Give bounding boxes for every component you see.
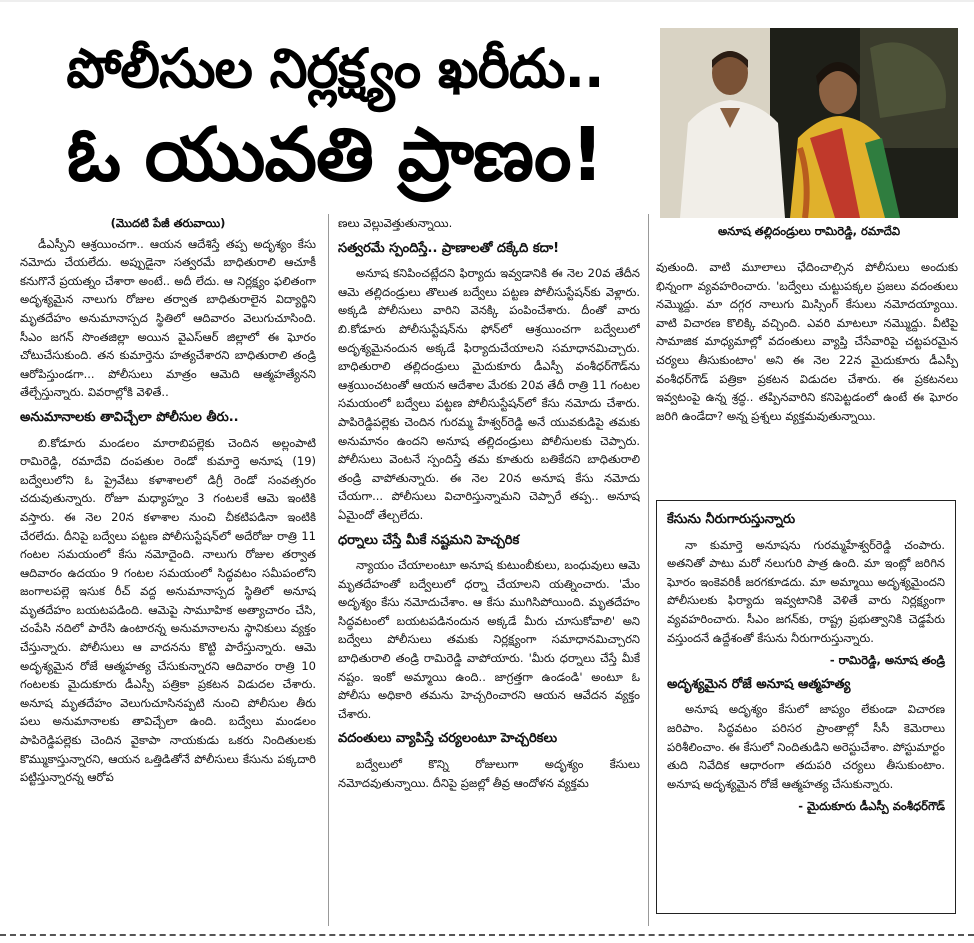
father-signature: - రామిరెడ్డి, అనూష తండ్రి — [829, 653, 945, 668]
dsp-signature: - మైదుకూరు డీఎస్పీ వంశీధర్‌గౌడ్ — [798, 799, 945, 814]
subheading: అనుమానాలకు తావిచ్చేలా పోలీసుల తీరు.. — [20, 409, 239, 425]
subheading: వదంతులు వ్యాపిస్తే చర్యలంటూ హెచ్చరికలు — [338, 731, 558, 747]
paragraph: న్యాయం చేయాలంటూ అనూష కుటుంబీకులు, బంధువులు ఆమె మృతదేహంతో బద్వేలులో ధర్నా చేయాలని యత్నించారు. 'మేం అదృశ్యం కేసు నమోదుచేశాం. ఆ కేసు ముగిసిపోయింది. మృతదేహం సిద్ధవటంలో బయటపడినందున అక్కడే మీరు చూసుకోవాలి' అని బద్వేలు పోలీసులు తమకు నిర్లక్ష్యంగా సమాధానమిచ్చారని బాధితురాలి తండ్రి రామిరెడ్డి వాపోయారు. 'మీరు ధర్నాలు చేస్తే మీకే నష్టం. ఇంకో అమ్మాయి ఉంది.. జాగ్రత్తగా ఉండండి' అంటూ ఓ పోలీసు అధికారి తమను హెచ్చరించారని ఆయన ఆవేదన వ్యక్తం చేశారు. — [338, 558, 640, 721]
quotes-box — [656, 500, 956, 914]
continued-from-front-page: (మొదటి పేజీ తరువాయి) — [110, 216, 226, 230]
article-column-1 — [20, 214, 316, 926]
paragraph: బద్వేలులో కొన్ని రోజులుగా అదృశ్యం కేసులు నమోదవుతున్నాయి. దీనిపై ప్రజల్లో తీవ్ర ఆందోళన వ్యక్తమ — [338, 757, 640, 790]
box-heading-dsp: అదృశ్యమైన రోజే అనూష ఆత్మహత్య — [667, 676, 851, 692]
column-divider-2 — [648, 214, 649, 926]
subheading: సత్వరమే స్పందిస్తే.. ప్రాణాలతో దక్కేది కదా! — [338, 240, 560, 256]
top-strip — [0, 0, 974, 2]
article-column-2 — [338, 214, 640, 926]
paragraph: బి.కోడూరు మండలం మారాబిపల్లెకు చెందిన అల్లంపాటి రామిరెడ్డి, రమాదేవి దంపతుల రెండో కుమార్తె అనూష (19) బద్వేలులోని ఓ ప్రైవేటు కళాశాలలో డిగ్రీ రెండో సంవత్సరం చదువుతున్నారు. రోజూ మధ్యాహ్నం 3 గంటలకే ఆమె ఇంటికి వస్తారు. ఈ నెల 20న కళాశాల నుంచి చీకటిపడినా ఇంటికి చేరలేదు. దీనిపై బద్వేలు పట్టణ పోలీసుస్టేషన్‌లో అదేరోజు రాత్రి 11 గంటల సమయంలో కేసు నమోదైంది. నాలుగు రోజుల తర్వాత ఆదివారం ఉదయం 9 గంటల సమయంలో సిద్ధవటం సమీపంలోని జంగాలపల్లె ఇసుక రీచ్ వద్ద అనుమానాస్పద స్థితిలో అనూష మృతదేహం బయటపడింది. ఆమెపై సామూహిక అత్యాచారం చేసి, చంపేసి నదిలో పారేసి ఉంటారన్న అనుమానాలను స్థానికులు వ్యక్తం చేస్తున్నారు. పోలీసులు ఆ వాదనను కొట్టి పారేస్తున్నారు. ఆమె అదృశ్యమైన రోజే ఆత్మహత్య చేసుకున్నారని ఆదివారం రాత్రి 10 గంటలకు మైదుకూరు డీఎస్పీ పత్రికా ప్రకటన విడుదల చేశారు. అనూష మృతదేహం వెలుగుచూసినప్పటి నుంచి పోలీసుల తీరు పలు అనుమానాలకు తావిచ్చేలా ఉంది. బద్వేలు మండలం పాపిరెడ్డిపల్లెకు చెందిన వైకాపా నాయకుడు ఒకరు నిందితులకు కొమ్ముకాస్తున్నారని, ఆయన ఒత్తిడితోనే పోలీసులు కేసును పక్కదారి పట్టిస్తున్నారన్న ఆరోప — [20, 435, 316, 785]
column-divider-1 — [328, 214, 329, 926]
headline-line-1: పోలీసుల నిర్లక్ష్యం ఖరీదు.. — [66, 37, 604, 100]
paragraph: డీఎస్పీని ఆశ్రయించగా.. ఆయన ఆదేశిస్తే తప్ప అదృశ్యం కేసు నమోదు చేయలేదు. అప్పుడైనా సత్వరమే బాధితురాలి ఆచూకీ కనుగొనే ప్రయత్నం చేశారా అంటే.. అదీ లేదు. ఆ నిర్లక్ష్యం ఫలితంగా అదృశ్యమైన నాలుగు రోజుల తర్వాత బాధితురాలైన విద్యార్థిని మృతదేహం అనుమానాస్పద స్థితిలో ఆదివారం వెలుగుచూసింది. సీఎం జగన్ సొంతజిల్లా అయిన వైఎస్ఆర్ జిల్లాలో ఈ ఘోరం చోటుచేసుకుంది. తన కుమార్తెను హత్యచేశారని బాధితురాలి తండ్రి ఆరోపిస్తుండగా... పోలీసులు మాత్రం ఆమెది ఆత్మహత్యేనని తేల్చేస్తున్నారు. వివరాల్లోకి వెళితే.. — [20, 236, 316, 400]
bottom-dashed-rule — [0, 934, 974, 936]
paragraph-continuation: వుతుంది. వాటి మూలాలు ఛేదించాల్సిన పోలీసులు అందుకు భిన్నంగా వ్యవహరించారు. 'బద్వేలు చుట్టుపక్కల ప్రజలు వదంతులు నమ్మొద్దు. మా దగ్గర నాలుగు మిస్సింగ్ కేసులు నమోదయ్యాయి. వాటి విచారణ కొలిక్కి వచ్చింది. ఎవరి మాటలూ నమ్మొద్దు. వీటిపై సామాజిక మాధ్యమాల్లో వదంతులు వ్యాప్తి చేసేవారిపై చట్టపరమైన చర్యలు తీసుకుంటాం' అని ఈ నెల 22న మైదుకూరు డీఎస్పీ వంశీధర్‌గౌడ్ పత్రికా ప్రకటన విడుదల చేశారు. ఈ ప్రకటనలు ఇవ్వటంపై ఉన్న శ్రద్ధ.. తప్పినవారిని కనిపెట్టడంలో ఉంటే ఈ ఘోరం జరిగి ఉండేదా? అన్న ప్రశ్నలు వ్యక్తమవుతున్నాయి. — [656, 260, 958, 423]
paragraph-continuation: ణలు వెల్లువెత్తుతున్నాయి. — [338, 216, 453, 230]
headline-line-2: ఓ యువతి ప్రాణం! — [66, 112, 604, 198]
subheading: ధర్నాలు చేస్తే మీకే నష్టమని హెచ్చరిక — [338, 532, 520, 548]
parents-photo-illustration — [660, 28, 958, 218]
father-quote: నా కుమార్తె అనూషను గురమ్మహేశ్వర్‌రెడ్డి చంపారు. అతనితో పాటు మరో నలుగురి పాత్ర ఉంది. మా ఇంట్లో జరిగిన ఘోరం ఇంకెవరికీ జరగకూడదు. మా అమ్మాయి అదృశ్యమైందని పోలీసులకు ఫిర్యాదు ఇవ్వటానికి వెళితే వారు నిర్లక్ష్యంగా వ్యవహరించారు. సీఎం జగన్‌కు, రాష్ట్ర ప్రభుత్వానికి చెడ్డపేరు వస్తుందనే ఉద్దేశంతో కేసును నీరుగారుస్తున్నారు. — [667, 537, 945, 645]
paragraph: అనూష కనిపించట్లేదని ఫిర్యాదు ఇవ్వడానికి ఈ నెల 20వ తేదీన ఆమె తల్లిదండ్రులు తొలుత బద్వేలు పట్టణ పోలీసుస్టేషన్‌కు వెళ్లారు. అక్కడి పోలీసులు వారిని వెనక్కి పంపించేశారు. దీంతో వారు బి.కోడూరు పోలీసుస్టేషన్‌ను ఫోన్‌లో ఆశ్రయించగా బద్వేలులో అదృశ్యమైనందున అక్కడే ఫిర్యాదుచేయాలని సమాధానమిచ్చారు. బాధితురాలి తల్లిదండ్రులు మైదుకూరు డీఎస్పీ వంశీధర్‌గౌడ్‌ను ఆశ్రయించటంతో ఆయన ఆదేశాల మేరకు 20వ తేదీ రాత్రి 11 గంటల సమయంలో బద్వేలు పట్టణ పోలీసుస్టేషన్‌లో కేసు నమోదు చేశారు. పాపిరెడ్డిపల్లెకు చెందిన గురమ్మ హేశ్వర్‌రెడ్డి అనే యువకుడిపై తమకు అనుమానం ఉందని అనూష తల్లిదండ్రులు పోలీసులకు చెప్పారు. పోలీసులు వెంటనే స్పందిస్తే తమ కూతురు బతికేదని బాధితురాలి తండ్రి వాపోతున్నారు. ఈ నెల 20న అనూష కేసు నమోదు చేయగా... పోలీసులు విచారిస్తున్నామని చెప్పారే తప్ప.. అనూష ఏమైందో తేల్చలేదు. — [338, 266, 640, 522]
parents-photo — [660, 28, 958, 218]
dsp-quote: అనూష అదృశ్యం కేసులో జాప్యం లేకుండా విచారణ జరిపాం. సిద్ధవటం పరిసర ప్రాంతాల్లో సీసీ కెమెరాలు పరిశీలించాం. ఈ కేసులో నిందితుడిని అరెస్టుచేశాం. పోస్టుమార్టం తుది నివేదిక ఆధారంగా తదుపరి చర్యలు తీసుకుంటాం. అనూష అదృశ్యమైన రోజే ఆత్మహత్య చేసుకున్నారు. — [667, 702, 945, 791]
box-heading-father: కేసును నీరుగారుస్తున్నారు — [667, 512, 796, 527]
article-column-3 — [656, 258, 958, 494]
photo-caption: అనూష తల్లిదండ్రులు రామిరెడ్డి, రమాదేవి — [717, 224, 900, 238]
